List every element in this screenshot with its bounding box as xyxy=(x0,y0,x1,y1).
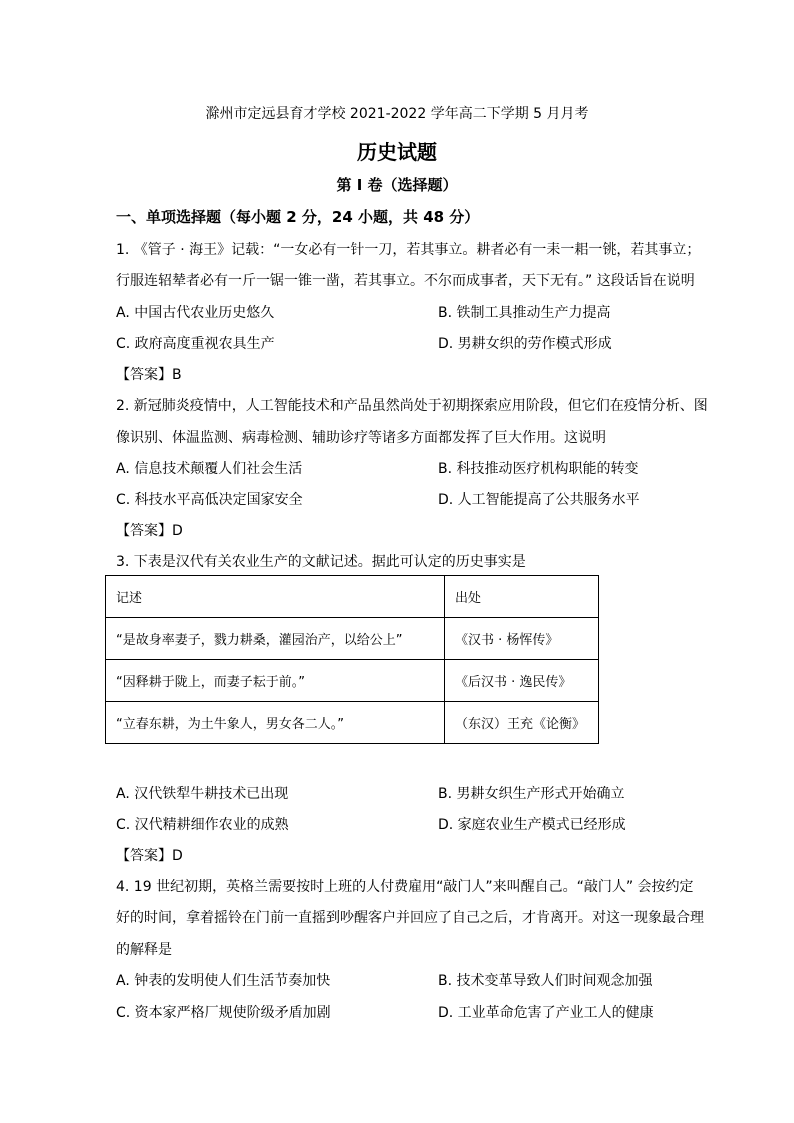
question-1-line-1: 1. 《管子 · 海王》记载：“一女必有一针一刀，若其事立。耕者必有一耒一耜一铫，若其事立； xyxy=(116,242,701,258)
table-header-cell: 出处 xyxy=(445,576,599,618)
question-3-option-c[interactable]: C. 汉代精耕细作农业的成熟 xyxy=(116,817,289,833)
question-1-option-b[interactable]: B. 铁制工具推动生产力提高 xyxy=(438,305,611,321)
question-1-line-2: 行服连轺辇者必有一斤一锯一锥一凿，若其事立。不尔而成事者，天下无有。” 这段话旨在说明 xyxy=(116,273,695,289)
question-2-option-a[interactable]: A. 信息技术颠覆人们社会生活 xyxy=(116,461,303,477)
table-header-row xyxy=(106,576,599,618)
question-1-answer: 【答案】B xyxy=(116,367,182,383)
question-2-answer: 【答案】D xyxy=(116,523,183,539)
table-cell: （东汉）王充《论衡》 xyxy=(445,702,599,744)
question-2-option-d[interactable]: D. 人工智能提高了公共服务水平 xyxy=(438,492,640,508)
question-1-option-d[interactable]: D. 男耕女织的劳作模式形成 xyxy=(438,336,612,352)
table-row xyxy=(106,702,599,744)
question-1-option-c[interactable]: C. 政府高度重视农具生产 xyxy=(116,336,275,352)
table-cell: “因释耕于陇上，而妻子耘于前。” xyxy=(106,660,445,702)
question-4-option-d[interactable]: D. 工业革命危害了产业工人的健康 xyxy=(438,1005,654,1021)
question-2-option-b[interactable]: B. 科技推动医疗机构职能的转变 xyxy=(438,461,639,477)
question-4-line-3: 的解释是 xyxy=(116,942,172,958)
question-4-line-1: 4. 19 世纪初期，英格兰需要按时上班的人付费雇用“敲门人”来叫醒自己。“敲门人” 会按约定 xyxy=(116,879,694,895)
question-2-line-2: 像识别、体温监测、病毒检测、辅助诊疗等诸多方面都发挥了巨大作用。这说明 xyxy=(116,430,606,446)
table-cell: 《后汉书 · 逸民传》 xyxy=(445,660,599,702)
table-row xyxy=(106,660,599,702)
question-4-option-b[interactable]: B. 技术变革导致人们时间观念加强 xyxy=(438,973,653,989)
table-header-cell: 记述 xyxy=(106,576,445,618)
question-3-line-1: 3. 下表是汉代有关农业生产的文献记述。据此可认定的历史事实是 xyxy=(116,554,526,570)
question-3-table xyxy=(105,575,599,744)
volume-title: 第 I 卷（选择题） xyxy=(336,176,458,194)
question-4-line-2: 好的时间，拿着摇铃在门前一直摇到吵醒客户并回应了自己之后，才肯离开。对这一现象最合理 xyxy=(116,910,704,926)
question-3-option-a[interactable]: A. 汉代铁犁牛耕技术已出现 xyxy=(116,786,289,802)
question-2-line-1: 2. 新冠肺炎疫情中，人工智能技术和产品虽然尚处于初期探索应用阶段，但它们在疫情分析、图 xyxy=(116,398,708,414)
question-3-option-d[interactable]: D. 家庭农业生产模式已经形成 xyxy=(438,817,626,833)
table-cell: 《汉书 · 杨恽传》 xyxy=(445,618,599,660)
page-title: 历史试题 xyxy=(357,140,437,164)
question-2-option-c[interactable]: C. 科技水平高低决定国家安全 xyxy=(116,492,303,508)
question-4-option-c[interactable]: C. 资本家严格厂规使阶级矛盾加剧 xyxy=(116,1005,331,1021)
table-cell: “立春东耕，为土牛象人，男女各二人。” xyxy=(106,702,445,744)
question-3-option-b[interactable]: B. 男耕女织生产形式开始确立 xyxy=(438,786,625,802)
question-4-option-a[interactable]: A. 钟表的发明使人们生活节奏加快 xyxy=(116,973,331,989)
section-title: 一、单项选择题（每小题 2 分，24 小题，共 48 分） xyxy=(116,208,480,226)
question-3-answer: 【答案】D xyxy=(116,848,183,864)
exam-header: 滁州市定远县育才学校 2021-2022 学年高二下学期 5 月月考 xyxy=(205,106,589,122)
question-1-option-a[interactable]: A. 中国古代农业历史悠久 xyxy=(116,305,275,321)
table-row xyxy=(106,618,599,660)
table-cell: “是故身率妻子，戮力耕桑，灌园治产，以给公上” xyxy=(106,618,445,660)
